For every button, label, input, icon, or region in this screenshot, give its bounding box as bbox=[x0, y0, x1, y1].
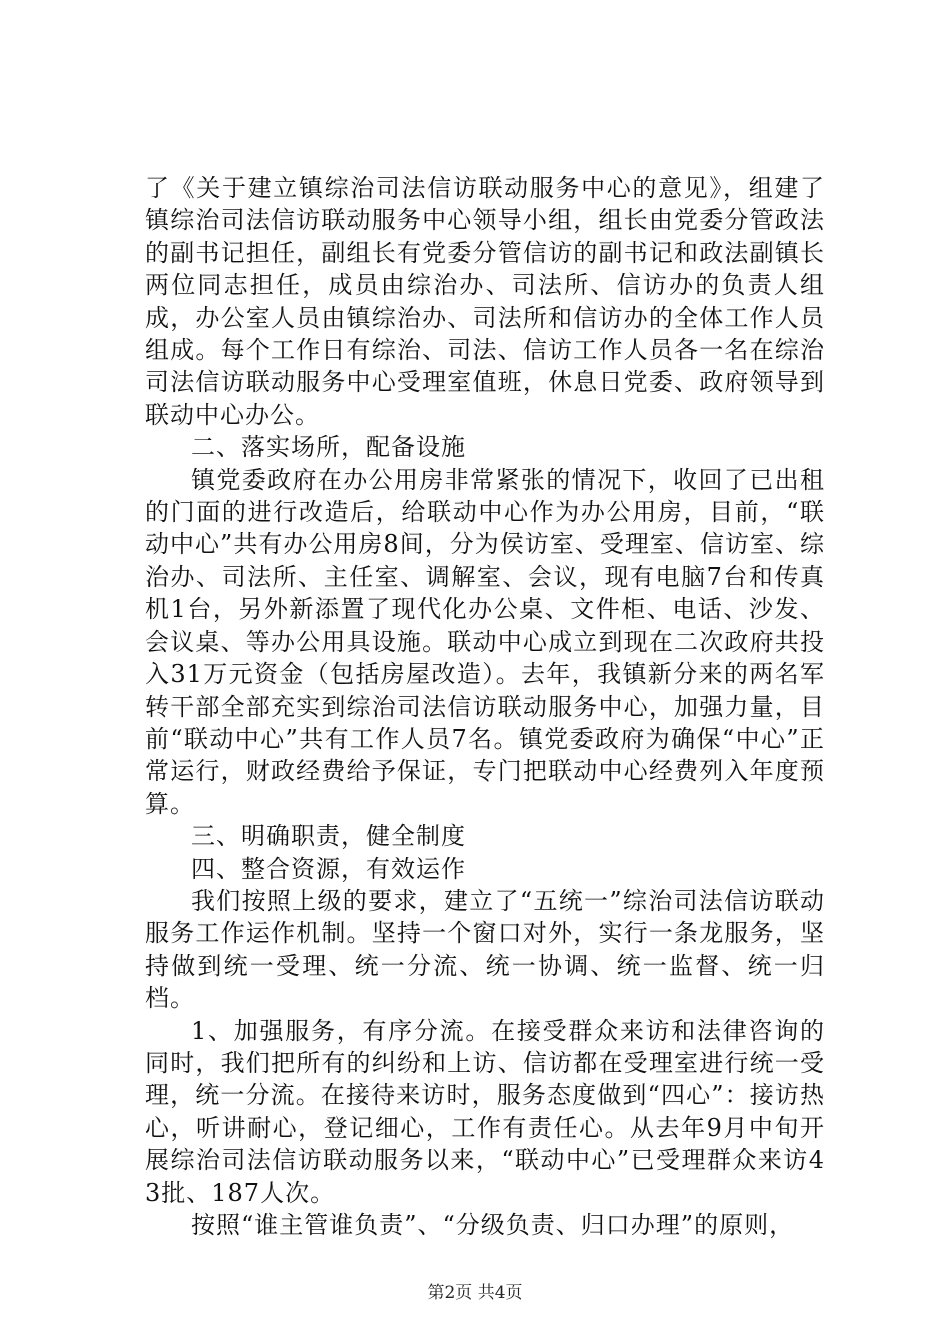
document-body bbox=[145, 172, 825, 1241]
paragraph-service: 1、加强服务，有序分流。在接受群众来访和法律咨询的同时，我们把所有的纠纷和上访、信访都在受理室进行统一受理，统一分流。在接待来访时，服务态度做到“四心”：接访热心，听讲耐心，登记细心，工作有责任心。从去年9月中旬开展综治司法信访联动服务以来，“联动中心”已受理群众来访43批、187人次。 bbox=[145, 1016, 825, 1207]
page-number-label: 第2页 共4页 bbox=[427, 1283, 523, 1303]
section-heading-2: 二、落实场所，配备设施 bbox=[191, 433, 466, 462]
page-footer bbox=[0, 1278, 950, 1303]
section-heading-4: 四、整合资源，有效运作 bbox=[191, 854, 466, 883]
paragraph-mechanism: 我们按照上级的要求，建立了“五统一”综治司法信访联动服务工作运作机制。坚持一个窗口对外，实行一条龙服务，坚持做到统一受理、统一分流、统一协调、统一监督、统一归档。 bbox=[145, 886, 825, 1013]
paragraph-principle: 按照“谁主管谁负责”、“分级负责、归口办理”的原则， bbox=[191, 1211, 795, 1239]
paragraph-continuation: 了《关于建立镇综治司法信访联动服务中心的意见》，组建了镇综治司法信访联动服务中心领导小组，组长由党委分管政法的副书记担任，副组长有党委分管信访的副书记和政法副镇长两位同志担任，成员由综治办、司法所、信访办的负责人组成，办公室人员由镇综治办、司法所和信访办的全体工作人员组成。每个工作日有综治、司法、信访工作人员各一名在综治司法信访联动服务中心受理室值班，休息日党委、政府领导到联动中心办公。 bbox=[145, 174, 825, 429]
section-heading-3: 三、明确职责，健全制度 bbox=[191, 822, 466, 851]
paragraph-facilities: 镇党委政府在办公用房非常紧张的情况下，收回了已出租的门面的进行改造后，给联动中心作为办公用房，目前，“联动中心”共有办公用房8间，分为侯访室、受理室、信访室、综治办、司法所、主任室、调解室、会议，现有电脑7台和传真机1台，另外新添置了现代化办公桌、文件柜、电话、沙发、会议桌、等办公用具设施。联动中心成立到现在二次政府共投入31万元资金（包括房屋改造）。去年，我镇新分来的两名军转干部全部充实到综治司法信访联动服务中心，加强力量，目前“联动中心”共有工作人员7名。镇党委政府为确保“中心”正常运行，财政经费给予保证，专门把联动中心经费列入年度预算。 bbox=[145, 465, 825, 818]
